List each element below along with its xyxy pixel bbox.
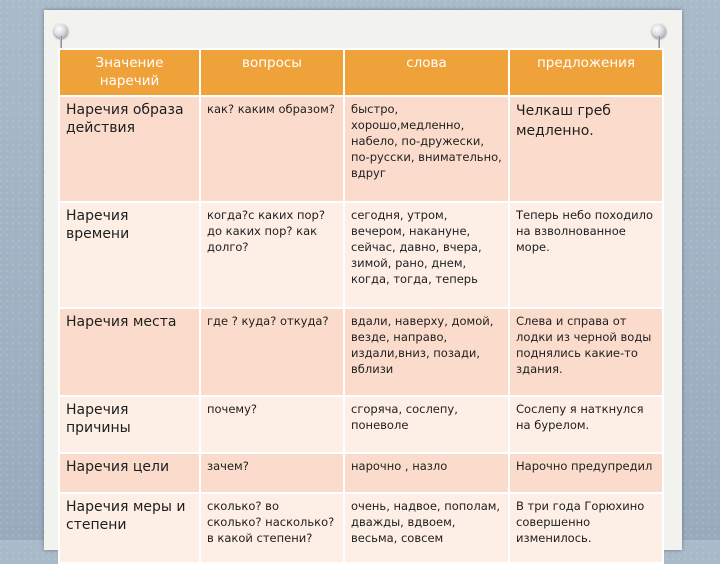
table-row xyxy=(59,96,663,202)
row-questions: сколько? во сколько? насколько? в какой степени? xyxy=(200,493,344,563)
row-questions: зачем? xyxy=(200,453,344,493)
row-questions: когда?с каких пор? до каких пор? как долго? xyxy=(200,202,344,308)
row-meaning: Наречия цели xyxy=(59,453,200,493)
row-sentence: Теперь небо походило на взволнованное море. xyxy=(509,202,663,308)
table-row xyxy=(59,396,663,453)
row-meaning: Наречия причины xyxy=(59,396,200,453)
row-sentence: В три года Горюхино совершенно изменилось. xyxy=(509,493,663,563)
table-row xyxy=(59,308,663,396)
row-sentence: Слева и справа от лодки из черной воды поднялись какие-то здания. xyxy=(509,308,663,396)
row-sentence: Сослепу я наткнулся на бурелом. xyxy=(509,396,663,453)
row-questions: где ? куда? откуда? xyxy=(200,308,344,396)
row-questions: почему? xyxy=(200,396,344,453)
header-meaning: Значение наречий xyxy=(59,49,200,96)
row-sentence: Челкаш греб медленно. xyxy=(509,96,663,202)
row-meaning: Наречия места xyxy=(59,308,200,396)
adverb-table-container xyxy=(58,48,662,564)
row-meaning: Наречия времени xyxy=(59,202,200,308)
row-meaning: Наречия образа действия xyxy=(59,96,200,202)
table-row xyxy=(59,202,663,308)
row-words: очень, надвое, пополам, дважды, вдвоем, весьма, совсем xyxy=(344,493,509,563)
table-header-row xyxy=(59,49,663,96)
adverb-table xyxy=(58,48,664,564)
header-words: слова xyxy=(344,49,509,96)
header-questions: вопросы xyxy=(200,49,344,96)
table-row xyxy=(59,493,663,563)
header-sentences: предложения xyxy=(509,49,663,96)
row-sentence: Нарочно предупредил xyxy=(509,453,663,493)
row-meaning: Наречия меры и степени xyxy=(59,493,200,563)
row-words: сгоряча, сослепу, поневоле xyxy=(344,396,509,453)
row-questions: как? каким образом? xyxy=(200,96,344,202)
row-words: вдали, наверху, домой, везде, направо, издали,вниз, позади, вблизи xyxy=(344,308,509,396)
row-words: сегодня, утром, вечером, накануне, сейчас, давно, вчера, зимой, рано, днем, когда, тогда, теперь xyxy=(344,202,509,308)
row-words: быстро, хорошо,медленно, набело, по-дружески, по-русски, внимательно, вдруг xyxy=(344,96,509,202)
row-words: нарочно , назло xyxy=(344,453,509,493)
table-row xyxy=(59,453,663,493)
